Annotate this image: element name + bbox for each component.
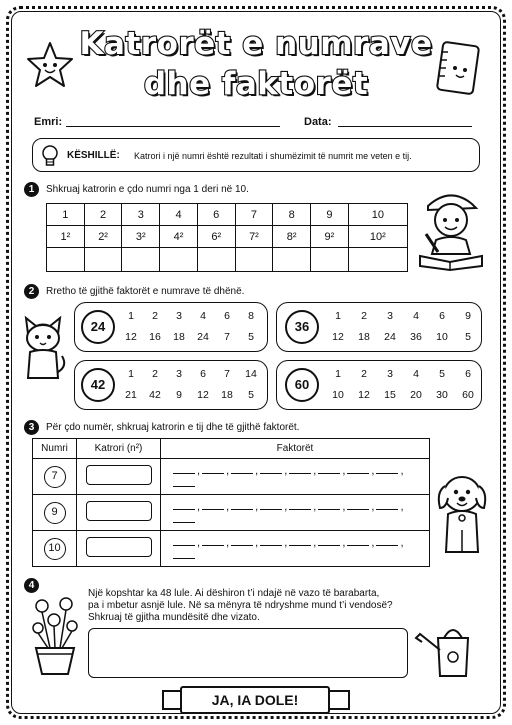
question-2-text: Rretho të gjithë faktorët e numrave të dhënë.: [46, 286, 245, 297]
table-cell: 8²: [273, 226, 311, 248]
factor-option[interactable]: 36: [410, 331, 422, 343]
factor-option[interactable]: 18: [221, 389, 233, 401]
column-header: Numri: [33, 439, 77, 459]
tip-label: KËSHILLË:: [67, 150, 120, 161]
question-3-text: Për çdo numër, shkruaj katrorin e tij dhe të gjithë faktorët.: [46, 422, 300, 433]
squares-table: [46, 203, 408, 272]
factor-row: [119, 310, 263, 322]
boy-writing-icon: [414, 184, 488, 272]
factor-option[interactable]: 3: [387, 310, 393, 322]
number-cell: [33, 459, 77, 495]
number-cell: [33, 495, 77, 531]
table-cell: 9: [311, 204, 349, 226]
factors-cell[interactable]: , , , , , , , ,: [161, 495, 430, 531]
success-banner: JA, IA DOLE!: [180, 686, 330, 714]
square-answer-box[interactable]: [86, 501, 152, 521]
table-cell: 3: [122, 204, 160, 226]
date-label: Data:: [304, 116, 332, 128]
table-cell: 6: [197, 204, 235, 226]
factor-row: [325, 310, 481, 322]
table-cell: 10²: [348, 226, 407, 248]
target-number: 24: [81, 310, 115, 344]
table-cell: 6²: [197, 226, 235, 248]
factor-option[interactable]: 2: [361, 310, 367, 322]
factor-row: [325, 389, 481, 401]
factor-option[interactable]: 24: [197, 331, 209, 343]
table-cell: 4²: [160, 226, 198, 248]
factor-option[interactable]: 1: [128, 310, 134, 322]
question-3-badge: 3: [24, 420, 39, 435]
factor-option[interactable]: 10: [436, 331, 448, 343]
factor-option[interactable]: 12: [358, 389, 370, 401]
table-cell: 1²: [47, 226, 85, 248]
factor-option[interactable]: 1: [335, 368, 341, 380]
factor-option[interactable]: 2: [361, 368, 367, 380]
factor-row: [119, 368, 263, 380]
factor-row: [325, 331, 481, 343]
factor-option[interactable]: 8: [248, 310, 254, 322]
factor-option[interactable]: 4: [413, 368, 419, 380]
target-number: 60: [285, 368, 319, 402]
factor-option[interactable]: 3: [176, 368, 182, 380]
tip-text: Katrori i një numri është rezultati i shumëzimit të numrit me veten e tij.: [134, 151, 412, 161]
factor-option[interactable]: 7: [224, 331, 230, 343]
factor-option[interactable]: 1: [335, 310, 341, 322]
table-cell: 8: [273, 204, 311, 226]
factor-panel-60: [276, 360, 482, 410]
factor-option[interactable]: 3: [387, 368, 393, 380]
date-line[interactable]: [338, 126, 472, 127]
factor-option[interactable]: 3: [176, 310, 182, 322]
table-cell: 7: [235, 204, 273, 226]
factor-option[interactable]: 16: [149, 331, 161, 343]
drawing-answer-box[interactable]: [88, 628, 408, 678]
square-cell: [77, 495, 161, 531]
factor-option[interactable]: 2: [152, 310, 158, 322]
square-cell: [77, 531, 161, 567]
target-number: 42: [81, 368, 115, 402]
cat-icon: [18, 312, 68, 384]
answer-cell[interactable]: [311, 248, 349, 272]
target-number: 36: [285, 310, 319, 344]
factors-table: [32, 438, 430, 567]
table-cell: 10: [348, 204, 407, 226]
factor-option[interactable]: 2: [152, 368, 158, 380]
factor-option[interactable]: 30: [436, 389, 448, 401]
factor-option[interactable]: 6: [439, 310, 445, 322]
factors-cell[interactable]: , , , , , , , ,: [161, 459, 430, 495]
factor-panel-24: [74, 302, 268, 352]
factor-option[interactable]: 5: [248, 389, 254, 401]
answer-cell[interactable]: [47, 248, 85, 272]
answer-cell[interactable]: [197, 248, 235, 272]
factor-option[interactable]: 12: [197, 389, 209, 401]
factor-row: [119, 389, 263, 401]
factor-option[interactable]: 42: [149, 389, 161, 401]
factor-option[interactable]: 18: [173, 331, 185, 343]
question-4-badge: 4: [24, 578, 39, 593]
watering-can-icon: [414, 620, 488, 680]
question-1-text: Shkruaj katrorin e çdo numri nga 1 deri në 10.: [46, 184, 249, 195]
square-cell: [77, 459, 161, 495]
tip-box: [32, 138, 480, 172]
factor-option[interactable]: 60: [462, 389, 474, 401]
table-cell: 3²: [122, 226, 160, 248]
factor-option[interactable]: 5: [465, 331, 471, 343]
factor-option[interactable]: 5: [248, 331, 254, 343]
factor-option[interactable]: 5: [439, 368, 445, 380]
factor-row: [325, 368, 481, 380]
factors-cell[interactable]: , , , , , , , ,: [161, 531, 430, 567]
question-1-badge: 1: [24, 182, 39, 197]
answer-cell[interactable]: [84, 248, 122, 272]
question-4-line-2: pa i mbetur asnjë lule. Në sa mënyra të ndryshme mund t’i vendosë?: [88, 600, 393, 611]
column-header: Faktorët: [161, 439, 430, 459]
factor-option[interactable]: 12: [332, 331, 344, 343]
flower-pot-icon: [28, 594, 82, 676]
number-cell: [33, 531, 77, 567]
table-cell: 2²: [84, 226, 122, 248]
answer-cell[interactable]: [235, 248, 273, 272]
title-line-2: dhe faktorët: [143, 66, 369, 102]
factor-option[interactable]: 12: [125, 331, 137, 343]
answer-cell[interactable]: [348, 248, 407, 272]
name-line[interactable]: [66, 126, 280, 127]
factor-option[interactable]: 14: [245, 368, 257, 380]
factor-row: [119, 331, 263, 343]
factor-option[interactable]: 21: [125, 389, 137, 401]
title-line-1: Katrorët e numrave: [79, 26, 433, 62]
factor-option[interactable]: 6: [224, 310, 230, 322]
square-answer-box[interactable]: [86, 465, 152, 485]
factor-option[interactable]: 7: [224, 368, 230, 380]
factor-option[interactable]: 4: [413, 310, 419, 322]
factor-option[interactable]: 15: [384, 389, 396, 401]
factor-option[interactable]: 10: [332, 389, 344, 401]
dog-icon: [432, 468, 492, 560]
answer-cell[interactable]: [273, 248, 311, 272]
factor-option[interactable]: 9: [465, 310, 471, 322]
table-cell: 9²: [311, 226, 349, 248]
row-number: 7: [44, 466, 66, 488]
factor-option[interactable]: 9: [176, 389, 182, 401]
factor-option[interactable]: 6: [465, 368, 471, 380]
question-4-line-3: Shkruaj të gjitha mundësitë dhe vizato.: [88, 612, 260, 623]
row-number: 10: [44, 538, 66, 560]
answer-cell[interactable]: [160, 248, 198, 272]
question-2-badge: 2: [24, 284, 39, 299]
answer-cell[interactable]: [122, 248, 160, 272]
factor-panel-42: [74, 360, 268, 410]
factor-option[interactable]: 1: [128, 368, 134, 380]
factor-option[interactable]: 18: [358, 331, 370, 343]
question-4-line-1: Një kopshtar ka 48 lule. Ai dëshiron t’i ndajë në vazo të barabarta,: [88, 588, 380, 599]
table-cell: 1: [47, 204, 85, 226]
factor-panel-36: [276, 302, 482, 352]
factor-option[interactable]: 4: [200, 310, 206, 322]
column-header: Katrori (n²): [77, 439, 161, 459]
table-cell: 4: [160, 204, 198, 226]
square-answer-box[interactable]: [86, 537, 152, 557]
lightbulb-icon: [40, 144, 60, 168]
factor-option[interactable]: 20: [410, 389, 422, 401]
name-label: Emri:: [34, 116, 63, 128]
table-cell: 2: [84, 204, 122, 226]
table-cell: 7²: [235, 226, 273, 248]
factor-option[interactable]: 6: [200, 368, 206, 380]
factor-option[interactable]: 24: [384, 331, 396, 343]
row-number: 9: [44, 502, 66, 524]
